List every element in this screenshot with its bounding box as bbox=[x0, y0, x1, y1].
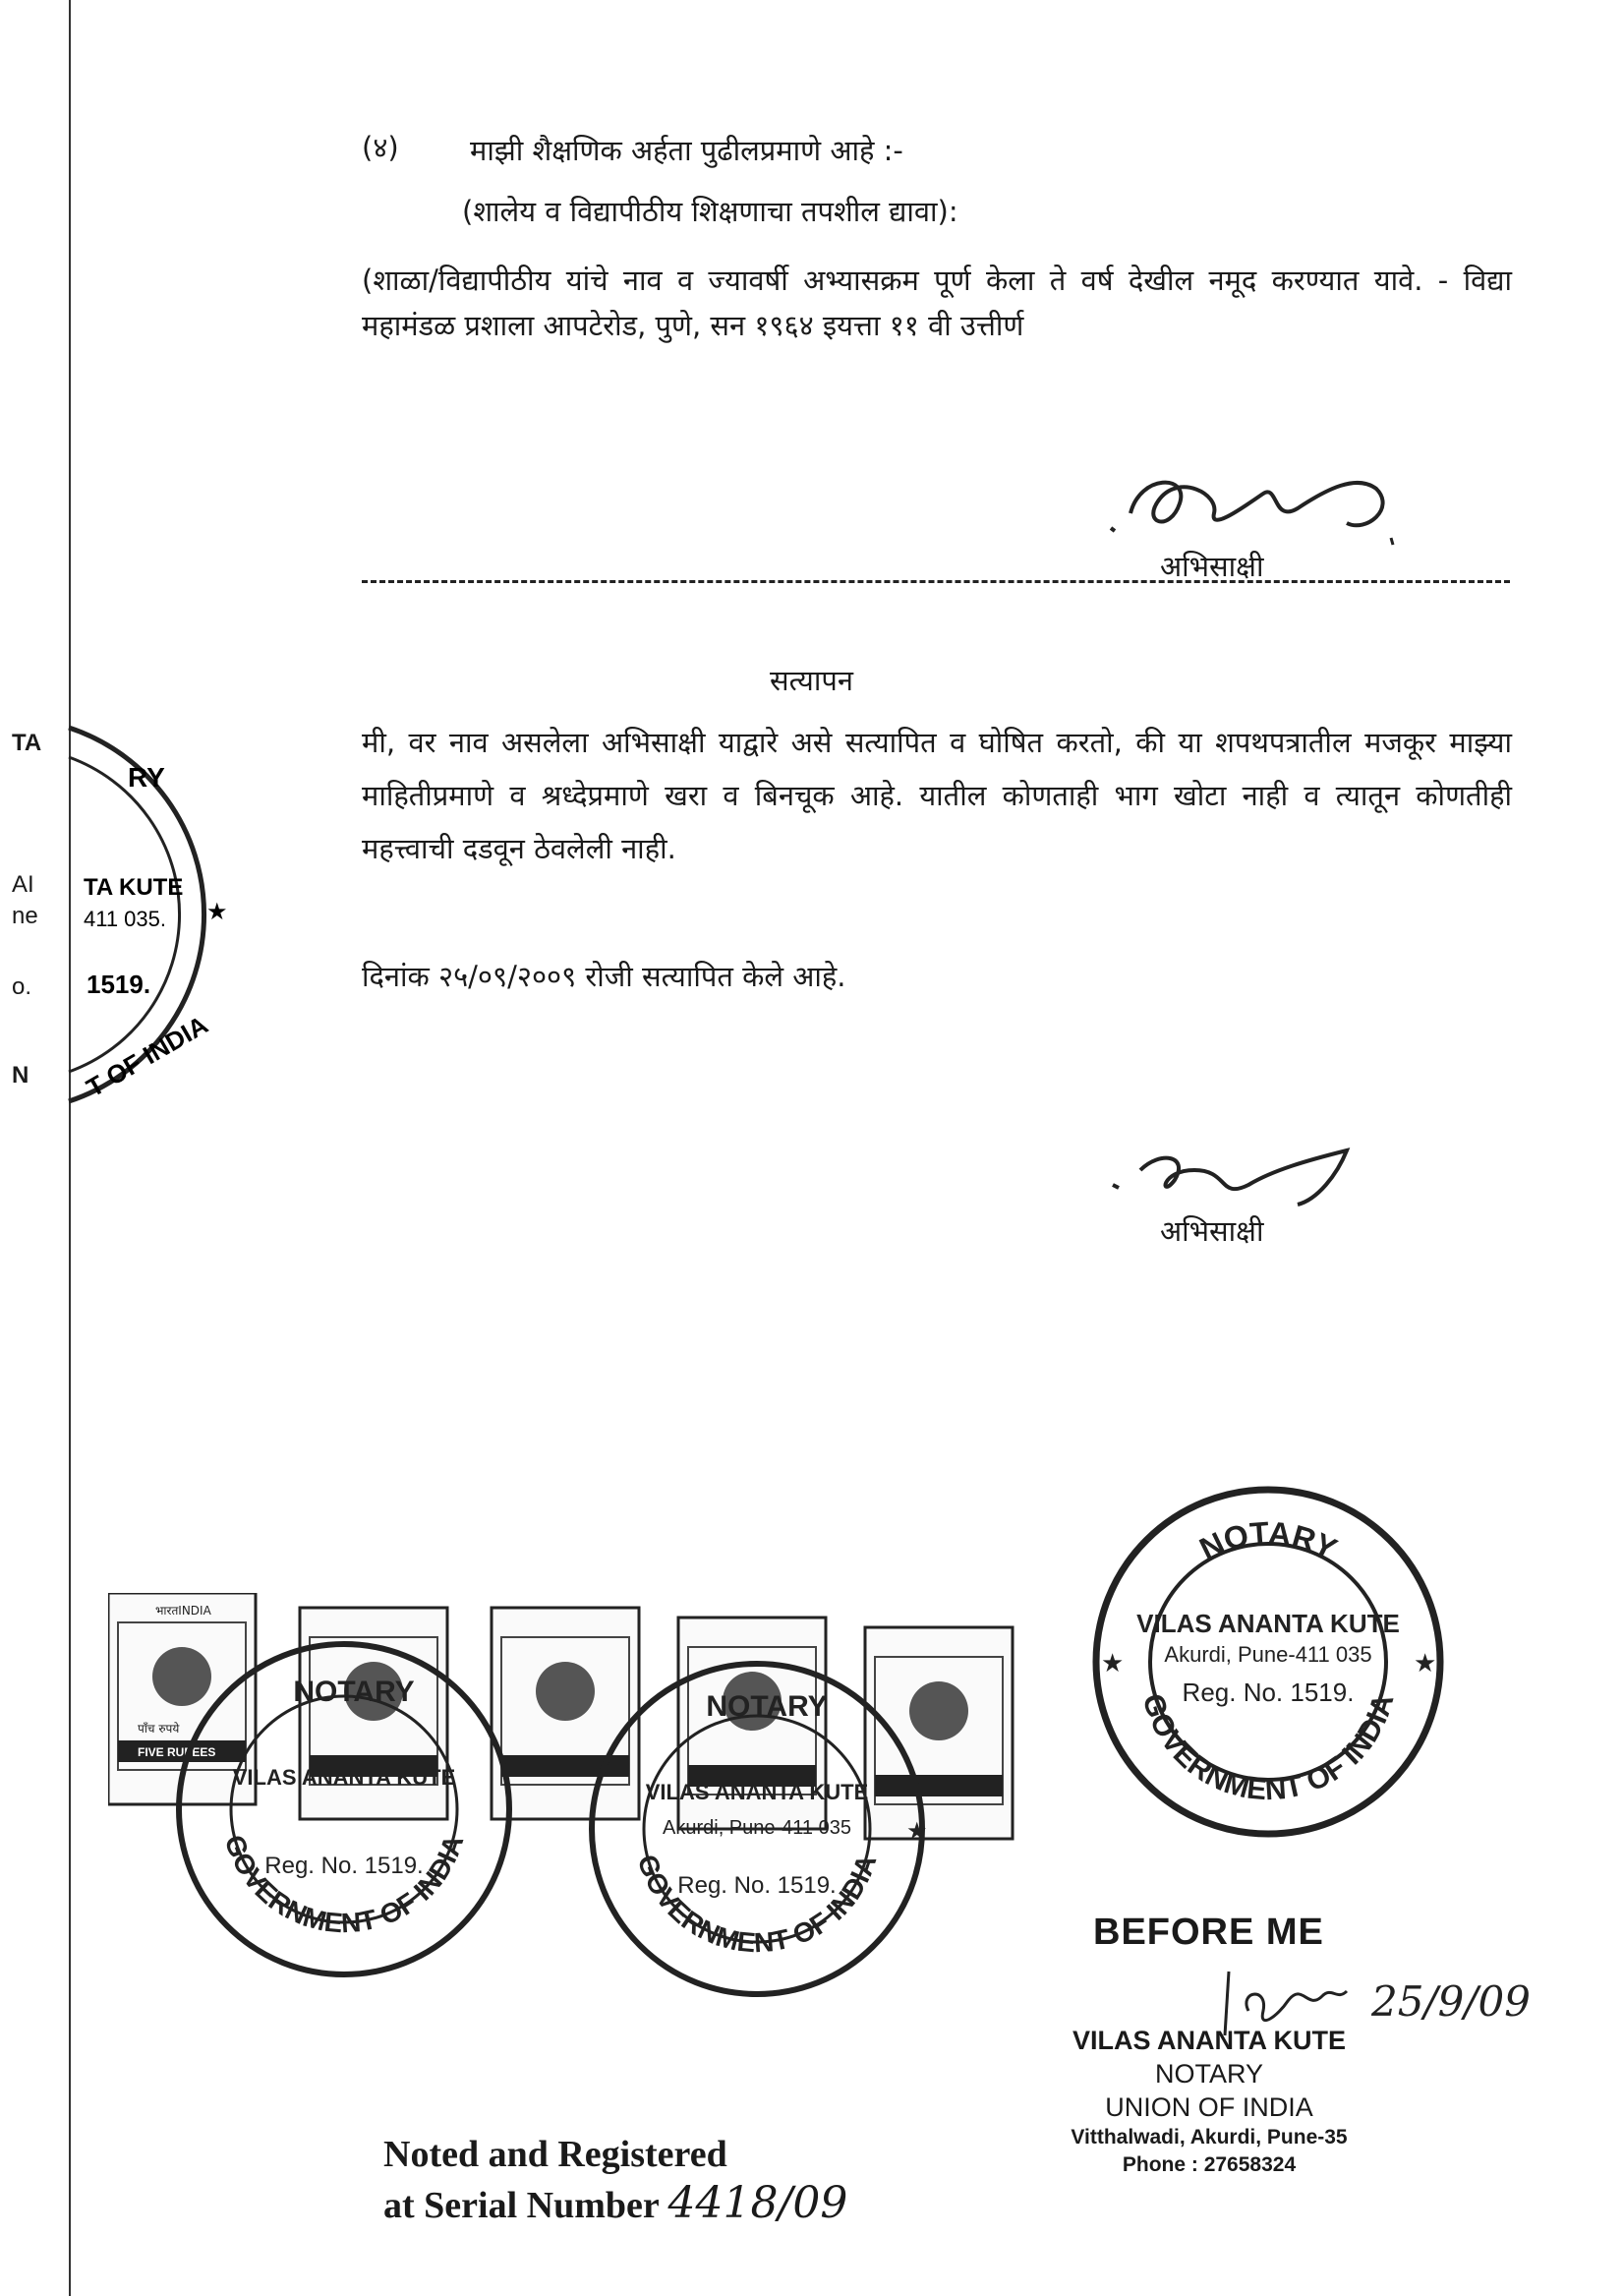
left-edge-fragment: AI bbox=[12, 871, 34, 898]
seal-top-text: NOTARY bbox=[706, 1690, 828, 1723]
notary-address: Vitthalwadi, Akurdi, Pune-35 bbox=[1071, 2126, 1348, 2149]
seal-name: VILAS ANANTA KUTE bbox=[232, 1765, 456, 1790]
left-edge-fragment: N bbox=[12, 1062, 29, 1089]
svg-text:NOTARY bbox=[1194, 1515, 1343, 1567]
seal-bottom-text: GOVERNMENT OF INDIA bbox=[1135, 1689, 1401, 1807]
seal-place: Akurdi, Pune-411 035 bbox=[663, 1817, 851, 1839]
stamp-value: FIVE RUPEES bbox=[138, 1745, 216, 1759]
notary-seal bbox=[1072, 1475, 1465, 1849]
dashed-separator bbox=[362, 580, 1510, 583]
section-instruction: (शालेय व विद्यापीठीय शिक्षणाचा तपशील द्यावा): bbox=[462, 195, 958, 228]
notary-union: UNION OF INDIA bbox=[1105, 2092, 1313, 2122]
before-me-title: BEFORE ME bbox=[1093, 1912, 1324, 1953]
svg-text:RY: RY bbox=[128, 762, 165, 793]
svg-text:GOVERNMENT OF INDIA bbox=[219, 1831, 470, 1938]
svg-text:TA KUTE: TA KUTE bbox=[84, 874, 184, 901]
stamp-country: भारतINDIA bbox=[155, 1604, 211, 1618]
seal-reg: Reg. No. 1519. bbox=[677, 1872, 837, 1899]
notary-name: VILAS ANANTA KUTE bbox=[1072, 2026, 1346, 2055]
verification-heading: सत्यापन bbox=[770, 664, 853, 697]
stamp-hindi-value: पाँच रुपये bbox=[138, 1722, 180, 1736]
notary-phone: Phone : 27658324 bbox=[1122, 2153, 1297, 2176]
svg-text:★: ★ bbox=[906, 1817, 928, 1845]
registration-line2: at Serial Number bbox=[383, 2185, 660, 2226]
svg-text:411 035.: 411 035. bbox=[84, 907, 167, 931]
section-heading: माझी शैक्षणिक अर्हता पुढीलप्रमाणे आहे :- bbox=[470, 134, 903, 167]
svg-text:1519.: 1519. bbox=[87, 970, 151, 999]
partial-notary-seal bbox=[59, 708, 236, 1121]
serial-number: 4418/09 bbox=[667, 2178, 848, 2228]
seal-reg: Reg. No. 1519. bbox=[264, 1853, 424, 1879]
education-detail: (शाळा/विद्यापीठीय यांचे नाव व ज्यावर्षी अभ्यासक्रम पूर्ण केला ते वर्ष देखील नमूद करण्यात यावे. - विद्या महामंडळ प्रशाला आपटेरोड, पुणे, सन १९६४ इयत्ता ११ वी उत्तीर्ण bbox=[362, 264, 1512, 342]
svg-text:★: ★ bbox=[206, 898, 228, 925]
section-marker: (४) bbox=[362, 131, 399, 164]
verification-date: दिनांक २५/०९/२००९ रोजी सत्यापित केले आहे. bbox=[362, 960, 846, 993]
left-edge-fragment: ne bbox=[12, 903, 38, 929]
svg-text:T OF INDIA: T OF INDIA bbox=[81, 1009, 213, 1103]
seal-bottom-text: GOVERNMENT OF INDIA bbox=[631, 1851, 883, 1959]
registration-line1: Noted and Registered bbox=[383, 2134, 727, 2175]
svg-text:GOVERNMENT OF INDIA bbox=[632, 1851, 883, 1958]
left-edge-fragment: TA bbox=[12, 730, 42, 756]
svg-text:★: ★ bbox=[1414, 1649, 1437, 1678]
seal-top-text: NOTARY bbox=[1193, 1514, 1343, 1567]
left-edge-fragment: o. bbox=[12, 973, 32, 1000]
seal-name: VILAS ANANTA KUTE bbox=[1136, 1609, 1400, 1638]
seal-bottom-text: GOVERNMENT OF INDIA bbox=[218, 1831, 470, 1939]
signature-label: अभिसाक्षी bbox=[1160, 1214, 1264, 1248]
notary-seal-overlay bbox=[580, 1652, 934, 2006]
notary-seal-overlay bbox=[167, 1632, 521, 1986]
notary-address-block bbox=[1052, 2024, 1366, 2179]
seal-place: Akurdi, Pune-411 035 bbox=[1164, 1642, 1372, 1667]
seal-reg: Reg. No. 1519. bbox=[1182, 1678, 1355, 1707]
handwritten-date: 25/9/09 bbox=[1371, 1977, 1531, 2026]
seal-top-text: NOTARY bbox=[293, 1676, 415, 1708]
svg-text:GOVERNMENT OF INDIA bbox=[1135, 1690, 1400, 1806]
svg-text:★: ★ bbox=[1101, 1649, 1125, 1678]
verification-body: मी, वर नाव असलेला अभिसाक्षी याद्वारे असे सत्यापित व घोषित करतो, की या शपथपत्रातील मजकूर माझ्या माहितीप्रमाणे व श्रध्देप्रमाणे खरा व बिनचूक आहे. यातील कोणताही भाग खोटा नाही व त्यातून कोणतीही महत्त्वाची दडवून ठेवलेली नाही. bbox=[362, 726, 1512, 865]
signature-image-2 bbox=[1101, 1131, 1376, 1219]
seal-name: VILAS ANANTA KUTE bbox=[645, 1780, 869, 1804]
signature-label: अभिसाक्षी bbox=[1160, 550, 1264, 583]
registration-note bbox=[383, 2130, 847, 2230]
left-margin-line bbox=[69, 0, 71, 2296]
notary-role: NOTARY bbox=[1154, 2059, 1264, 2089]
